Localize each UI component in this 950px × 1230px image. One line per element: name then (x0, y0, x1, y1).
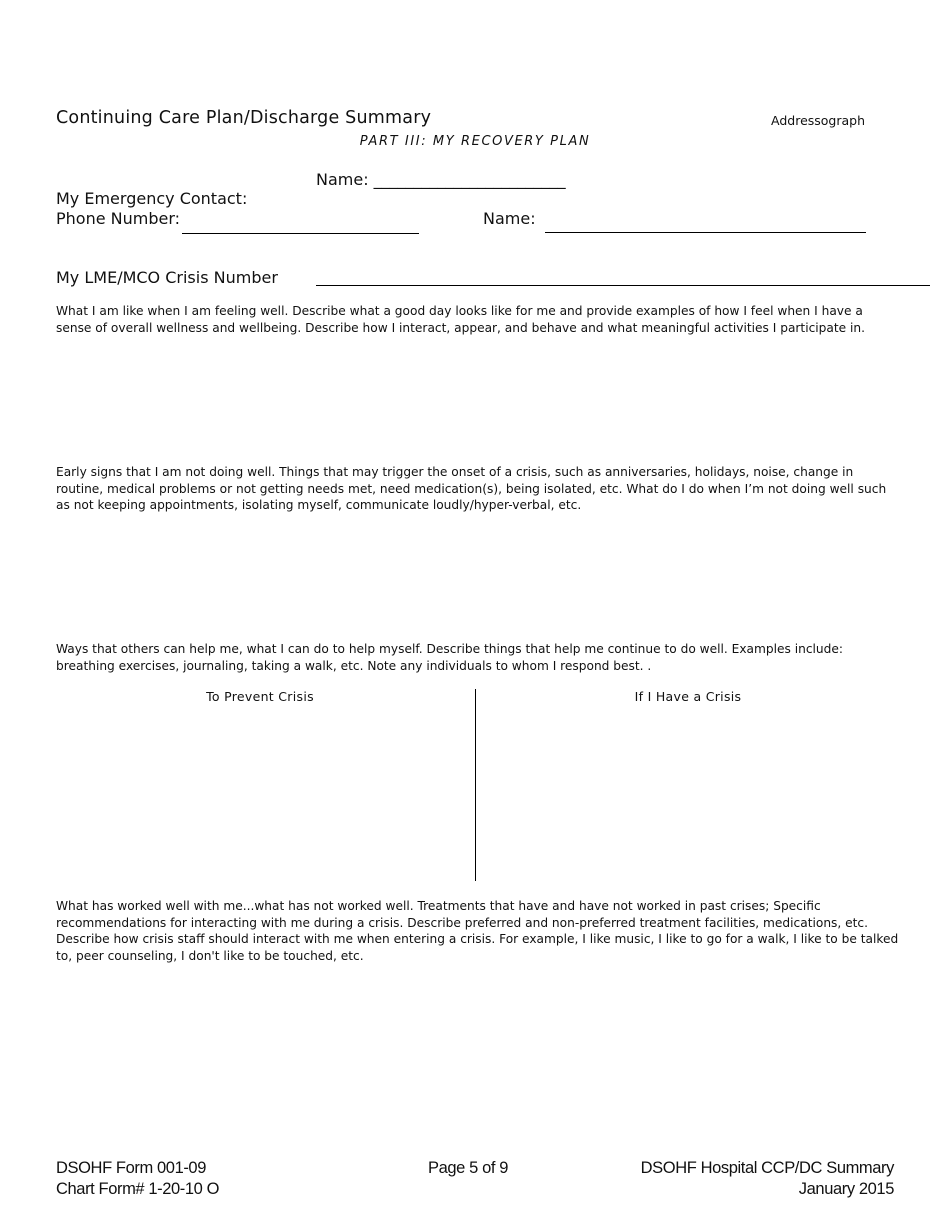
column-if-crisis: If I Have a Crisis (634, 689, 742, 704)
footer-right (641, 1158, 894, 1200)
chart-form-id: Chart Form# 1-20-10 O (56, 1180, 220, 1198)
footer-left (56, 1158, 219, 1200)
contact-name-input-line[interactable] (545, 232, 866, 233)
phone-number-label: Phone Number: (56, 209, 181, 228)
page-number: Page 5 of 9 (428, 1159, 509, 1177)
revision-date: January 2015 (798, 1180, 894, 1198)
early-signs-prompt: Early signs that I am not doing well. Things that may trigger the onset of a crisis, such as anniversaries, holidays, noise, change in routine, medical problems or not getting needs met, need medication(s), being isolated, etc. What do I do when I’m not doing well such as not keeping appointments, isolating myself, communicate loudly/hyper-verbal, etc. (56, 465, 887, 512)
phone-number-input-line[interactable] (182, 233, 419, 234)
what-worked-prompt: What has worked well with me...what has not worked well. Treatments that have and have not worked in past crises; Specific recommendations for interacting with me during a crisis. Describe preferred and non-preferred treatment facilities, medications, etc. Describe how crisis staff should interact with me when entering a crisis. For example, I like music, I like to go for a walk, I like to be talked to, peer counseling, I don't like to be touched, etc. (56, 899, 899, 963)
ways-to-help-prompt: Ways that others can help me, what I can do to help myself. Describe things that help me continue to do well. Examples include: breathing exercises, journaling, taking a walk, etc. Note any individuals to whom I respond best. . (56, 642, 843, 673)
column-prevent-crisis: To Prevent Crisis (206, 689, 314, 704)
addressograph-label: Addressograph (771, 113, 866, 128)
name-field[interactable]: Name: ________________________ (316, 170, 566, 189)
column-divider (475, 689, 476, 881)
form-title: Continuing Care Plan/Discharge Summary (56, 108, 432, 128)
form-id: DSOHF Form 001-09 (56, 1159, 206, 1177)
crisis-number-input-line[interactable] (316, 285, 930, 286)
part-heading: PART III: MY RECOVERY PLAN (359, 134, 591, 149)
contact-name-label: Name: (483, 209, 536, 228)
document-name: DSOHF Hospital CCP/DC Summary (640, 1159, 894, 1177)
crisis-number-label: My LME/MCO Crisis Number (56, 268, 278, 287)
emergency-contact-label: My Emergency Contact: (56, 189, 248, 208)
feeling-well-prompt: What I am like when I am feeling well. Describe what a good day looks like for me and provide examples of how I feel when I have a sense of overall wellness and wellbeing. Describe how I interact, appear, and behave and what meaningful activities I participate in. (56, 304, 866, 335)
